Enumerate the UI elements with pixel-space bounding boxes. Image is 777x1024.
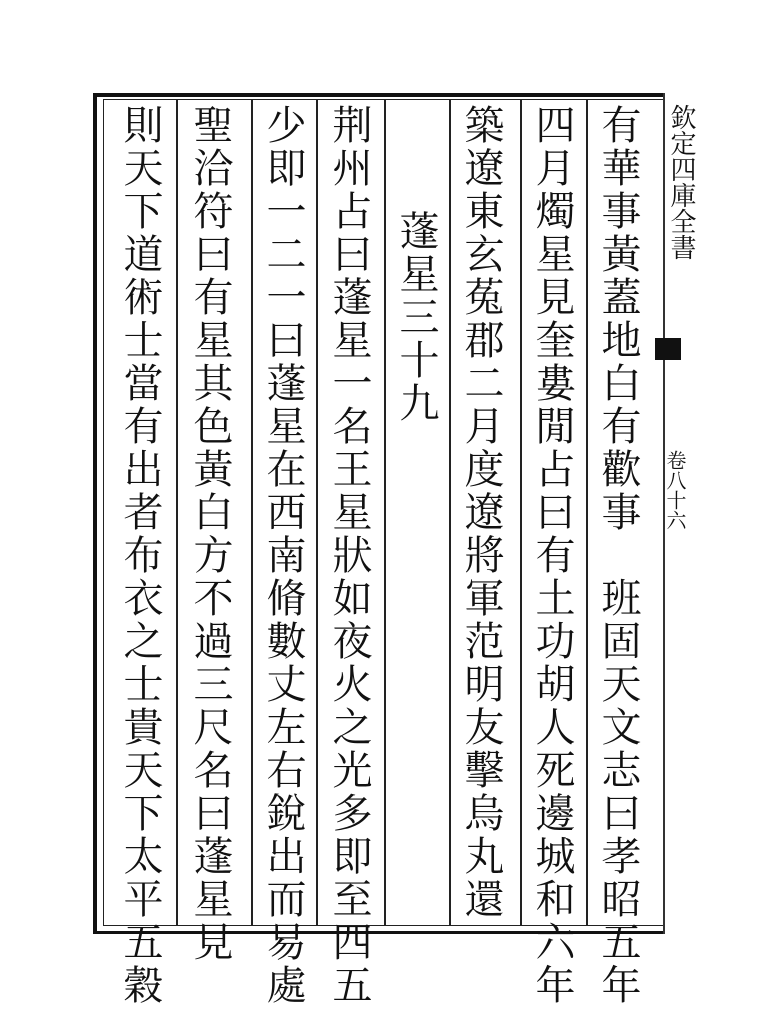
juan-number: 卷八十六 — [663, 450, 687, 530]
section-heading: 蓬星三十九 — [393, 210, 439, 425]
column-rule — [520, 100, 522, 926]
book-title: 欽定四庫全書 — [666, 104, 696, 260]
text-column-6: 少即一二一曰蓬星在西南脩數丈左右銳出而易處 — [260, 104, 306, 1007]
column-rule — [586, 100, 588, 926]
text-column-7: 聖洽符曰有星其色黃白方不過三尺名曰蓬星見 — [187, 104, 233, 964]
text-column-8: 則天下道術士當有出者布衣之士貴天下太平五穀 — [117, 104, 163, 1007]
column-rule — [316, 100, 318, 926]
column-rule — [449, 100, 451, 926]
column-rule — [176, 100, 178, 926]
fishtail-mark — [655, 338, 681, 360]
text-column-2: 四月燭星見奎婁閒占曰有土功胡人死邊城和六年 — [529, 104, 575, 1007]
column-rule — [384, 100, 386, 926]
text-column-3: 築遼東玄菟郡二月度遼將軍范明友擊烏丸還 — [458, 104, 504, 921]
text-column-5: 荆州占曰蓬星一名王星狀如夜火之光多即至四五 — [326, 104, 372, 1007]
text-column-1: 有華事黃蓋地白有歡事 班固天文志曰孝昭五年 — [595, 104, 641, 1007]
column-rule — [251, 100, 253, 926]
